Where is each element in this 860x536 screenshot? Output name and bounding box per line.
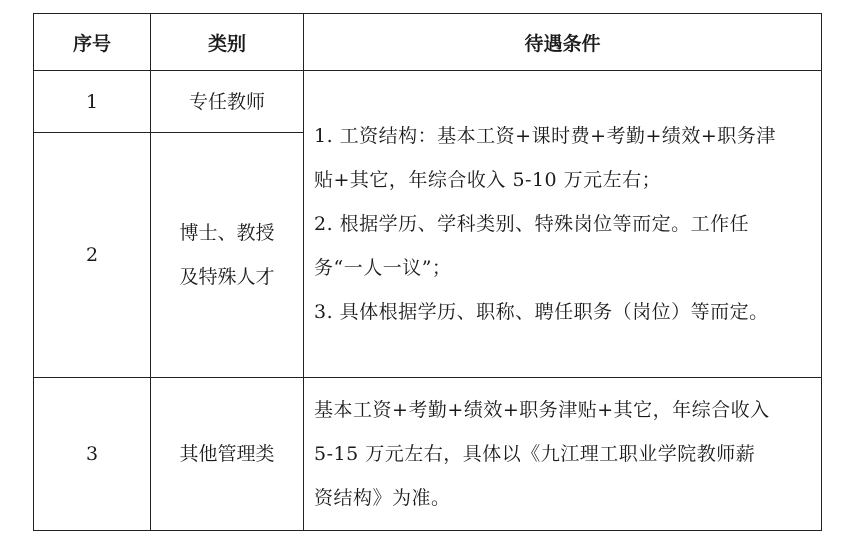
condition-line: 贴+其它，年综合收入 5-10 万元左右； [314,169,662,191]
condition-line: 1. 工资结构：基本工资+课时费+考勤+绩效+职务津 [314,125,776,147]
condition-line: 2. 根据学历、学科类别、特殊岗位等而定。工作任 [314,213,750,235]
header-conditions: 待遇条件 [304,14,822,71]
header-category: 类别 [151,14,304,71]
row-index: 2 [34,133,151,378]
condition-line: 资结构》为准。 [314,487,451,509]
row-category: 专任教师 [151,71,304,133]
conditions-cell [304,378,822,531]
row-index: 1 [34,71,151,133]
condition-line: 务“一人一议”； [314,257,452,279]
row-category [151,133,304,378]
category-line: 博士、教授 [179,222,275,244]
conditions-cell [304,71,822,378]
category-line: 及特殊人才 [179,266,275,288]
row-index: 3 [34,378,151,531]
header-row [34,14,822,71]
row-category: 其他管理类 [151,378,304,531]
table-row [34,71,822,133]
condition-line: 3. 具体根据学历、职称、聘任职务（岗位）等而定。 [314,301,769,323]
condition-line: 5-15 万元左右，具体以《九江理工职业学院教师薪 [314,443,756,465]
benefits-table [33,13,822,531]
table-row [34,378,822,531]
condition-line: 基本工资+考勤+绩效+职务津贴+其它，年综合收入 [314,399,770,421]
header-index: 序号 [34,14,151,71]
